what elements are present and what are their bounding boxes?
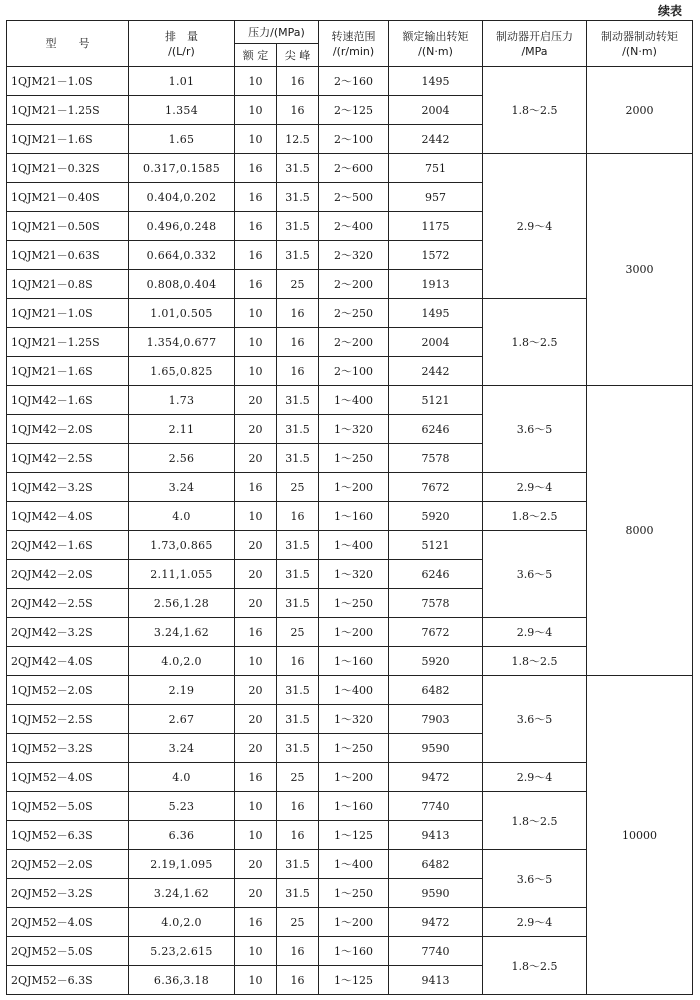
speed-range-cell: 1～250 — [319, 589, 389, 618]
speed-range-cell: 1～200 — [319, 618, 389, 647]
displacement-cell: 2.56 — [129, 444, 235, 473]
header-brake-torque-unit: /(N·m) — [622, 44, 657, 58]
rated-pressure-cell: 16 — [235, 908, 277, 937]
rated-torque-cell: 7672 — [389, 473, 483, 502]
brake-pressure-cell: 3.6～5 — [483, 386, 587, 473]
model-cell: 1QJM52－4.0S — [7, 763, 129, 792]
displacement-cell: 0.496,0.248 — [129, 212, 235, 241]
rated-torque-cell: 751 — [389, 154, 483, 183]
rated-pressure-cell: 20 — [235, 734, 277, 763]
rated-torque-cell: 6246 — [389, 560, 483, 589]
model-cell: 1QJM21－1.0S — [7, 67, 129, 96]
header-pressure-peak: 尖 峰 — [277, 44, 319, 67]
model-cell: 2QJM52－3.2S — [7, 879, 129, 908]
rated-pressure-cell: 20 — [235, 705, 277, 734]
header-speed-label: 转速范围 — [331, 29, 376, 43]
rated-torque-cell: 5121 — [389, 386, 483, 415]
rated-pressure-cell: 16 — [235, 270, 277, 299]
rated-torque-cell: 9590 — [389, 734, 483, 763]
peak-pressure-cell: 31.5 — [277, 879, 319, 908]
brake-pressure-cell: 2.9～4 — [483, 473, 587, 502]
displacement-cell: 1.73 — [129, 386, 235, 415]
model-cell: 1QJM52－2.0S — [7, 676, 129, 705]
rated-torque-cell: 2004 — [389, 328, 483, 357]
rated-torque-cell: 9413 — [389, 966, 483, 995]
rated-pressure-cell: 20 — [235, 589, 277, 618]
header-brake-pressure — [483, 21, 587, 67]
header-pressure: 压力/(MPa) — [235, 21, 319, 44]
speed-range-cell: 2～160 — [319, 67, 389, 96]
displacement-cell: 2.19 — [129, 676, 235, 705]
model-cell: 1QJM21－0.50S — [7, 212, 129, 241]
displacement-cell: 1.65,0.825 — [129, 357, 235, 386]
brake-pressure-cell: 2.9～4 — [483, 908, 587, 937]
rated-torque-cell: 7672 — [389, 618, 483, 647]
brake-pressure-cell: 1.8～2.5 — [483, 67, 587, 154]
model-cell: 2QJM42－4.0S — [7, 647, 129, 676]
displacement-cell: 1.354 — [129, 96, 235, 125]
speed-range-cell: 1～160 — [319, 502, 389, 531]
rated-torque-cell: 1572 — [389, 241, 483, 270]
rated-pressure-cell: 10 — [235, 966, 277, 995]
brake-pressure-cell: 3.6～5 — [483, 850, 587, 908]
peak-pressure-cell: 31.5 — [277, 531, 319, 560]
rated-pressure-cell: 10 — [235, 647, 277, 676]
peak-pressure-cell: 31.5 — [277, 386, 319, 415]
model-cell: 1QJM21－1.6S — [7, 357, 129, 386]
speed-range-cell: 2～100 — [319, 125, 389, 154]
speed-range-cell: 1～400 — [319, 676, 389, 705]
speed-range-cell: 2～125 — [319, 96, 389, 125]
displacement-cell: 5.23,2.615 — [129, 937, 235, 966]
displacement-cell: 0.317,0.1585 — [129, 154, 235, 183]
rated-torque-cell: 1495 — [389, 299, 483, 328]
rated-torque-cell: 7903 — [389, 705, 483, 734]
header-speed-unit: /(r/min) — [332, 44, 375, 58]
header-brake-pressure-label: 制动器开启压力 — [496, 29, 574, 43]
rated-torque-cell: 1175 — [389, 212, 483, 241]
rated-pressure-cell: 10 — [235, 792, 277, 821]
rated-pressure-cell: 10 — [235, 357, 277, 386]
rated-pressure-cell: 20 — [235, 560, 277, 589]
speed-range-cell: 1～160 — [319, 792, 389, 821]
rated-pressure-cell: 20 — [235, 531, 277, 560]
peak-pressure-cell: 12.5 — [277, 125, 319, 154]
rated-torque-cell: 9590 — [389, 879, 483, 908]
peak-pressure-cell: 31.5 — [277, 705, 319, 734]
speed-range-cell: 1～400 — [319, 531, 389, 560]
rated-torque-cell: 6482 — [389, 850, 483, 879]
rated-torque-cell: 5920 — [389, 502, 483, 531]
displacement-cell: 3.24,1.62 — [129, 879, 235, 908]
displacement-cell: 1.65 — [129, 125, 235, 154]
speed-range-cell: 2～320 — [319, 241, 389, 270]
peak-pressure-cell: 31.5 — [277, 241, 319, 270]
header-displacement-unit: /(L/r) — [168, 44, 195, 58]
model-cell: 1QJM42－3.2S — [7, 473, 129, 502]
brake-pressure-cell: 1.8～2.5 — [483, 647, 587, 676]
model-cell: 1QJM52－2.5S — [7, 705, 129, 734]
rated-pressure-cell: 10 — [235, 67, 277, 96]
header-brake-torque — [587, 21, 693, 67]
displacement-cell: 1.354,0.677 — [129, 328, 235, 357]
rated-pressure-cell: 16 — [235, 212, 277, 241]
speed-range-cell: 1～250 — [319, 444, 389, 473]
rated-torque-cell: 6246 — [389, 415, 483, 444]
brake-torque-cell: 3000 — [587, 154, 693, 386]
model-cell: 1QJM21－0.63S — [7, 241, 129, 270]
peak-pressure-cell: 16 — [277, 357, 319, 386]
speed-range-cell: 1～320 — [319, 415, 389, 444]
displacement-cell: 2.11,1.055 — [129, 560, 235, 589]
brake-torque-cell: 8000 — [587, 386, 693, 676]
continued-label: 续表 — [657, 4, 682, 18]
rated-torque-cell: 2004 — [389, 96, 483, 125]
rated-pressure-cell: 20 — [235, 415, 277, 444]
speed-range-cell: 1～160 — [319, 647, 389, 676]
rated-pressure-cell: 20 — [235, 386, 277, 415]
rated-torque-cell: 7578 — [389, 589, 483, 618]
model-cell: 1QJM52－3.2S — [7, 734, 129, 763]
peak-pressure-cell: 25 — [277, 270, 319, 299]
rated-pressure-cell: 16 — [235, 183, 277, 212]
model-cell: 2QJM52－4.0S — [7, 908, 129, 937]
rated-pressure-cell: 20 — [235, 850, 277, 879]
speed-range-cell: 1～160 — [319, 937, 389, 966]
header-torque-label: 额定输出转矩 — [402, 29, 469, 43]
header-torque — [389, 21, 483, 67]
peak-pressure-cell: 31.5 — [277, 589, 319, 618]
model-cell: 1QJM42－4.0S — [7, 502, 129, 531]
brake-pressure-cell: 1.8～2.5 — [483, 299, 587, 386]
rated-pressure-cell: 10 — [235, 328, 277, 357]
rated-pressure-cell: 10 — [235, 96, 277, 125]
peak-pressure-cell: 31.5 — [277, 154, 319, 183]
displacement-cell: 5.23 — [129, 792, 235, 821]
peak-pressure-cell: 31.5 — [277, 212, 319, 241]
rated-torque-cell: 5920 — [389, 647, 483, 676]
model-cell: 2QJM42－1.6S — [7, 531, 129, 560]
peak-pressure-cell: 16 — [277, 937, 319, 966]
brake-torque-cell: 10000 — [587, 676, 693, 995]
rated-torque-cell: 1495 — [389, 67, 483, 96]
rated-torque-cell: 957 — [389, 183, 483, 212]
rated-pressure-cell: 16 — [235, 154, 277, 183]
header-model: 型 号 — [7, 21, 129, 67]
peak-pressure-cell: 25 — [277, 618, 319, 647]
speed-range-cell: 2～100 — [319, 357, 389, 386]
model-cell: 1QJM21－0.8S — [7, 270, 129, 299]
model-cell: 1QJM21－1.25S — [7, 328, 129, 357]
peak-pressure-cell: 16 — [277, 96, 319, 125]
peak-pressure-cell: 16 — [277, 966, 319, 995]
rated-pressure-cell: 16 — [235, 618, 277, 647]
header-brake-torque-label: 制动器制动转矩 — [601, 29, 679, 43]
rated-pressure-cell: 16 — [235, 763, 277, 792]
model-cell: 1QJM21－0.32S — [7, 154, 129, 183]
rated-pressure-cell: 16 — [235, 473, 277, 502]
speed-range-cell: 2～250 — [319, 299, 389, 328]
rated-torque-cell: 9413 — [389, 821, 483, 850]
model-cell: 2QJM52－2.0S — [7, 850, 129, 879]
displacement-cell: 4.0 — [129, 502, 235, 531]
rated-pressure-cell: 10 — [235, 125, 277, 154]
displacement-cell: 1.73,0.865 — [129, 531, 235, 560]
speed-range-cell: 2～400 — [319, 212, 389, 241]
peak-pressure-cell: 31.5 — [277, 183, 319, 212]
displacement-cell: 3.24 — [129, 734, 235, 763]
header-speed — [319, 21, 389, 67]
peak-pressure-cell: 16 — [277, 821, 319, 850]
rated-torque-cell: 7740 — [389, 937, 483, 966]
model-cell: 1QJM21－1.25S — [7, 96, 129, 125]
peak-pressure-cell: 31.5 — [277, 415, 319, 444]
speed-range-cell: 2～500 — [319, 183, 389, 212]
peak-pressure-cell: 16 — [277, 792, 319, 821]
brake-pressure-cell: 1.8～2.5 — [483, 937, 587, 995]
peak-pressure-cell: 31.5 — [277, 850, 319, 879]
table-row — [7, 676, 693, 705]
displacement-cell: 2.19,1.095 — [129, 850, 235, 879]
motor-spec-table — [6, 20, 693, 995]
speed-range-cell: 1～250 — [319, 734, 389, 763]
model-cell: 1QJM21－1.0S — [7, 299, 129, 328]
rated-torque-cell: 2442 — [389, 125, 483, 154]
brake-pressure-cell: 3.6～5 — [483, 676, 587, 763]
rated-torque-cell: 6482 — [389, 676, 483, 705]
model-cell: 1QJM52－6.3S — [7, 821, 129, 850]
displacement-cell: 0.664,0.332 — [129, 241, 235, 270]
rated-torque-cell: 1913 — [389, 270, 483, 299]
rated-pressure-cell: 10 — [235, 502, 277, 531]
displacement-cell: 2.11 — [129, 415, 235, 444]
brake-pressure-cell: 1.8～2.5 — [483, 792, 587, 850]
speed-range-cell: 1～400 — [319, 386, 389, 415]
rated-torque-cell: 2442 — [389, 357, 483, 386]
rated-torque-cell: 5121 — [389, 531, 483, 560]
brake-pressure-cell: 2.9～4 — [483, 154, 587, 299]
model-cell: 1QJM52－5.0S — [7, 792, 129, 821]
speed-range-cell: 2～200 — [319, 328, 389, 357]
peak-pressure-cell: 31.5 — [277, 676, 319, 705]
model-cell: 1QJM21－1.6S — [7, 125, 129, 154]
peak-pressure-cell: 16 — [277, 647, 319, 676]
table-row — [7, 386, 693, 415]
rated-torque-cell: 9472 — [389, 763, 483, 792]
displacement-cell: 4.0,2.0 — [129, 908, 235, 937]
displacement-cell: 0.404,0.202 — [129, 183, 235, 212]
rated-pressure-cell: 20 — [235, 444, 277, 473]
peak-pressure-cell: 31.5 — [277, 560, 319, 589]
table-row — [7, 67, 693, 96]
speed-range-cell: 1～320 — [319, 560, 389, 589]
model-cell: 1QJM21－0.40S — [7, 183, 129, 212]
header-displacement-label: 排 量 — [165, 29, 198, 43]
speed-range-cell: 1～125 — [319, 821, 389, 850]
table-row — [7, 154, 693, 183]
model-cell: 2QJM42－2.5S — [7, 589, 129, 618]
speed-range-cell: 1～200 — [319, 908, 389, 937]
peak-pressure-cell: 16 — [277, 299, 319, 328]
displacement-cell: 1.01,0.505 — [129, 299, 235, 328]
brake-pressure-cell: 2.9～4 — [483, 618, 587, 647]
displacement-cell: 2.67 — [129, 705, 235, 734]
header-pressure-rated: 额 定 — [235, 44, 277, 67]
brake-pressure-cell: 1.8～2.5 — [483, 502, 587, 531]
speed-range-cell: 1～320 — [319, 705, 389, 734]
speed-range-cell: 1～200 — [319, 473, 389, 502]
rated-pressure-cell: 20 — [235, 676, 277, 705]
peak-pressure-cell: 16 — [277, 502, 319, 531]
speed-range-cell: 1～200 — [319, 763, 389, 792]
displacement-cell: 4.0,2.0 — [129, 647, 235, 676]
speed-range-cell: 1～250 — [319, 879, 389, 908]
peak-pressure-cell: 16 — [277, 328, 319, 357]
brake-pressure-cell: 2.9～4 — [483, 763, 587, 792]
speed-range-cell: 2～600 — [319, 154, 389, 183]
model-cell: 2QJM42－2.0S — [7, 560, 129, 589]
peak-pressure-cell: 16 — [277, 67, 319, 96]
model-cell: 2QJM42－3.2S — [7, 618, 129, 647]
model-cell: 1QJM42－1.6S — [7, 386, 129, 415]
rated-pressure-cell: 10 — [235, 299, 277, 328]
displacement-cell: 6.36 — [129, 821, 235, 850]
model-cell: 2QJM52－6.3S — [7, 966, 129, 995]
rated-torque-cell: 9472 — [389, 908, 483, 937]
peak-pressure-cell: 25 — [277, 473, 319, 502]
brake-pressure-cell: 3.6～5 — [483, 531, 587, 618]
rated-pressure-cell: 10 — [235, 937, 277, 966]
displacement-cell: 6.36,3.18 — [129, 966, 235, 995]
displacement-cell: 0.808,0.404 — [129, 270, 235, 299]
speed-range-cell: 1～125 — [319, 966, 389, 995]
displacement-cell: 2.56,1.28 — [129, 589, 235, 618]
header-brake-pressure-unit: /MPa — [521, 44, 548, 58]
peak-pressure-cell: 31.5 — [277, 444, 319, 473]
peak-pressure-cell: 25 — [277, 908, 319, 937]
speed-range-cell: 1～400 — [319, 850, 389, 879]
rated-pressure-cell: 10 — [235, 821, 277, 850]
speed-range-cell: 2～200 — [319, 270, 389, 299]
header-torque-unit: /(N·m) — [418, 44, 453, 58]
rated-torque-cell: 7740 — [389, 792, 483, 821]
model-cell: 2QJM52－5.0S — [7, 937, 129, 966]
rated-pressure-cell: 16 — [235, 241, 277, 270]
header-displacement — [129, 21, 235, 67]
rated-torque-cell: 7578 — [389, 444, 483, 473]
displacement-cell: 1.01 — [129, 67, 235, 96]
displacement-cell: 4.0 — [129, 763, 235, 792]
displacement-cell: 3.24 — [129, 473, 235, 502]
brake-torque-cell: 2000 — [587, 67, 693, 154]
model-cell: 1QJM42－2.0S — [7, 415, 129, 444]
table-body — [7, 67, 693, 995]
peak-pressure-cell: 31.5 — [277, 734, 319, 763]
peak-pressure-cell: 25 — [277, 763, 319, 792]
displacement-cell: 3.24,1.62 — [129, 618, 235, 647]
rated-pressure-cell: 20 — [235, 879, 277, 908]
model-cell: 1QJM42－2.5S — [7, 444, 129, 473]
